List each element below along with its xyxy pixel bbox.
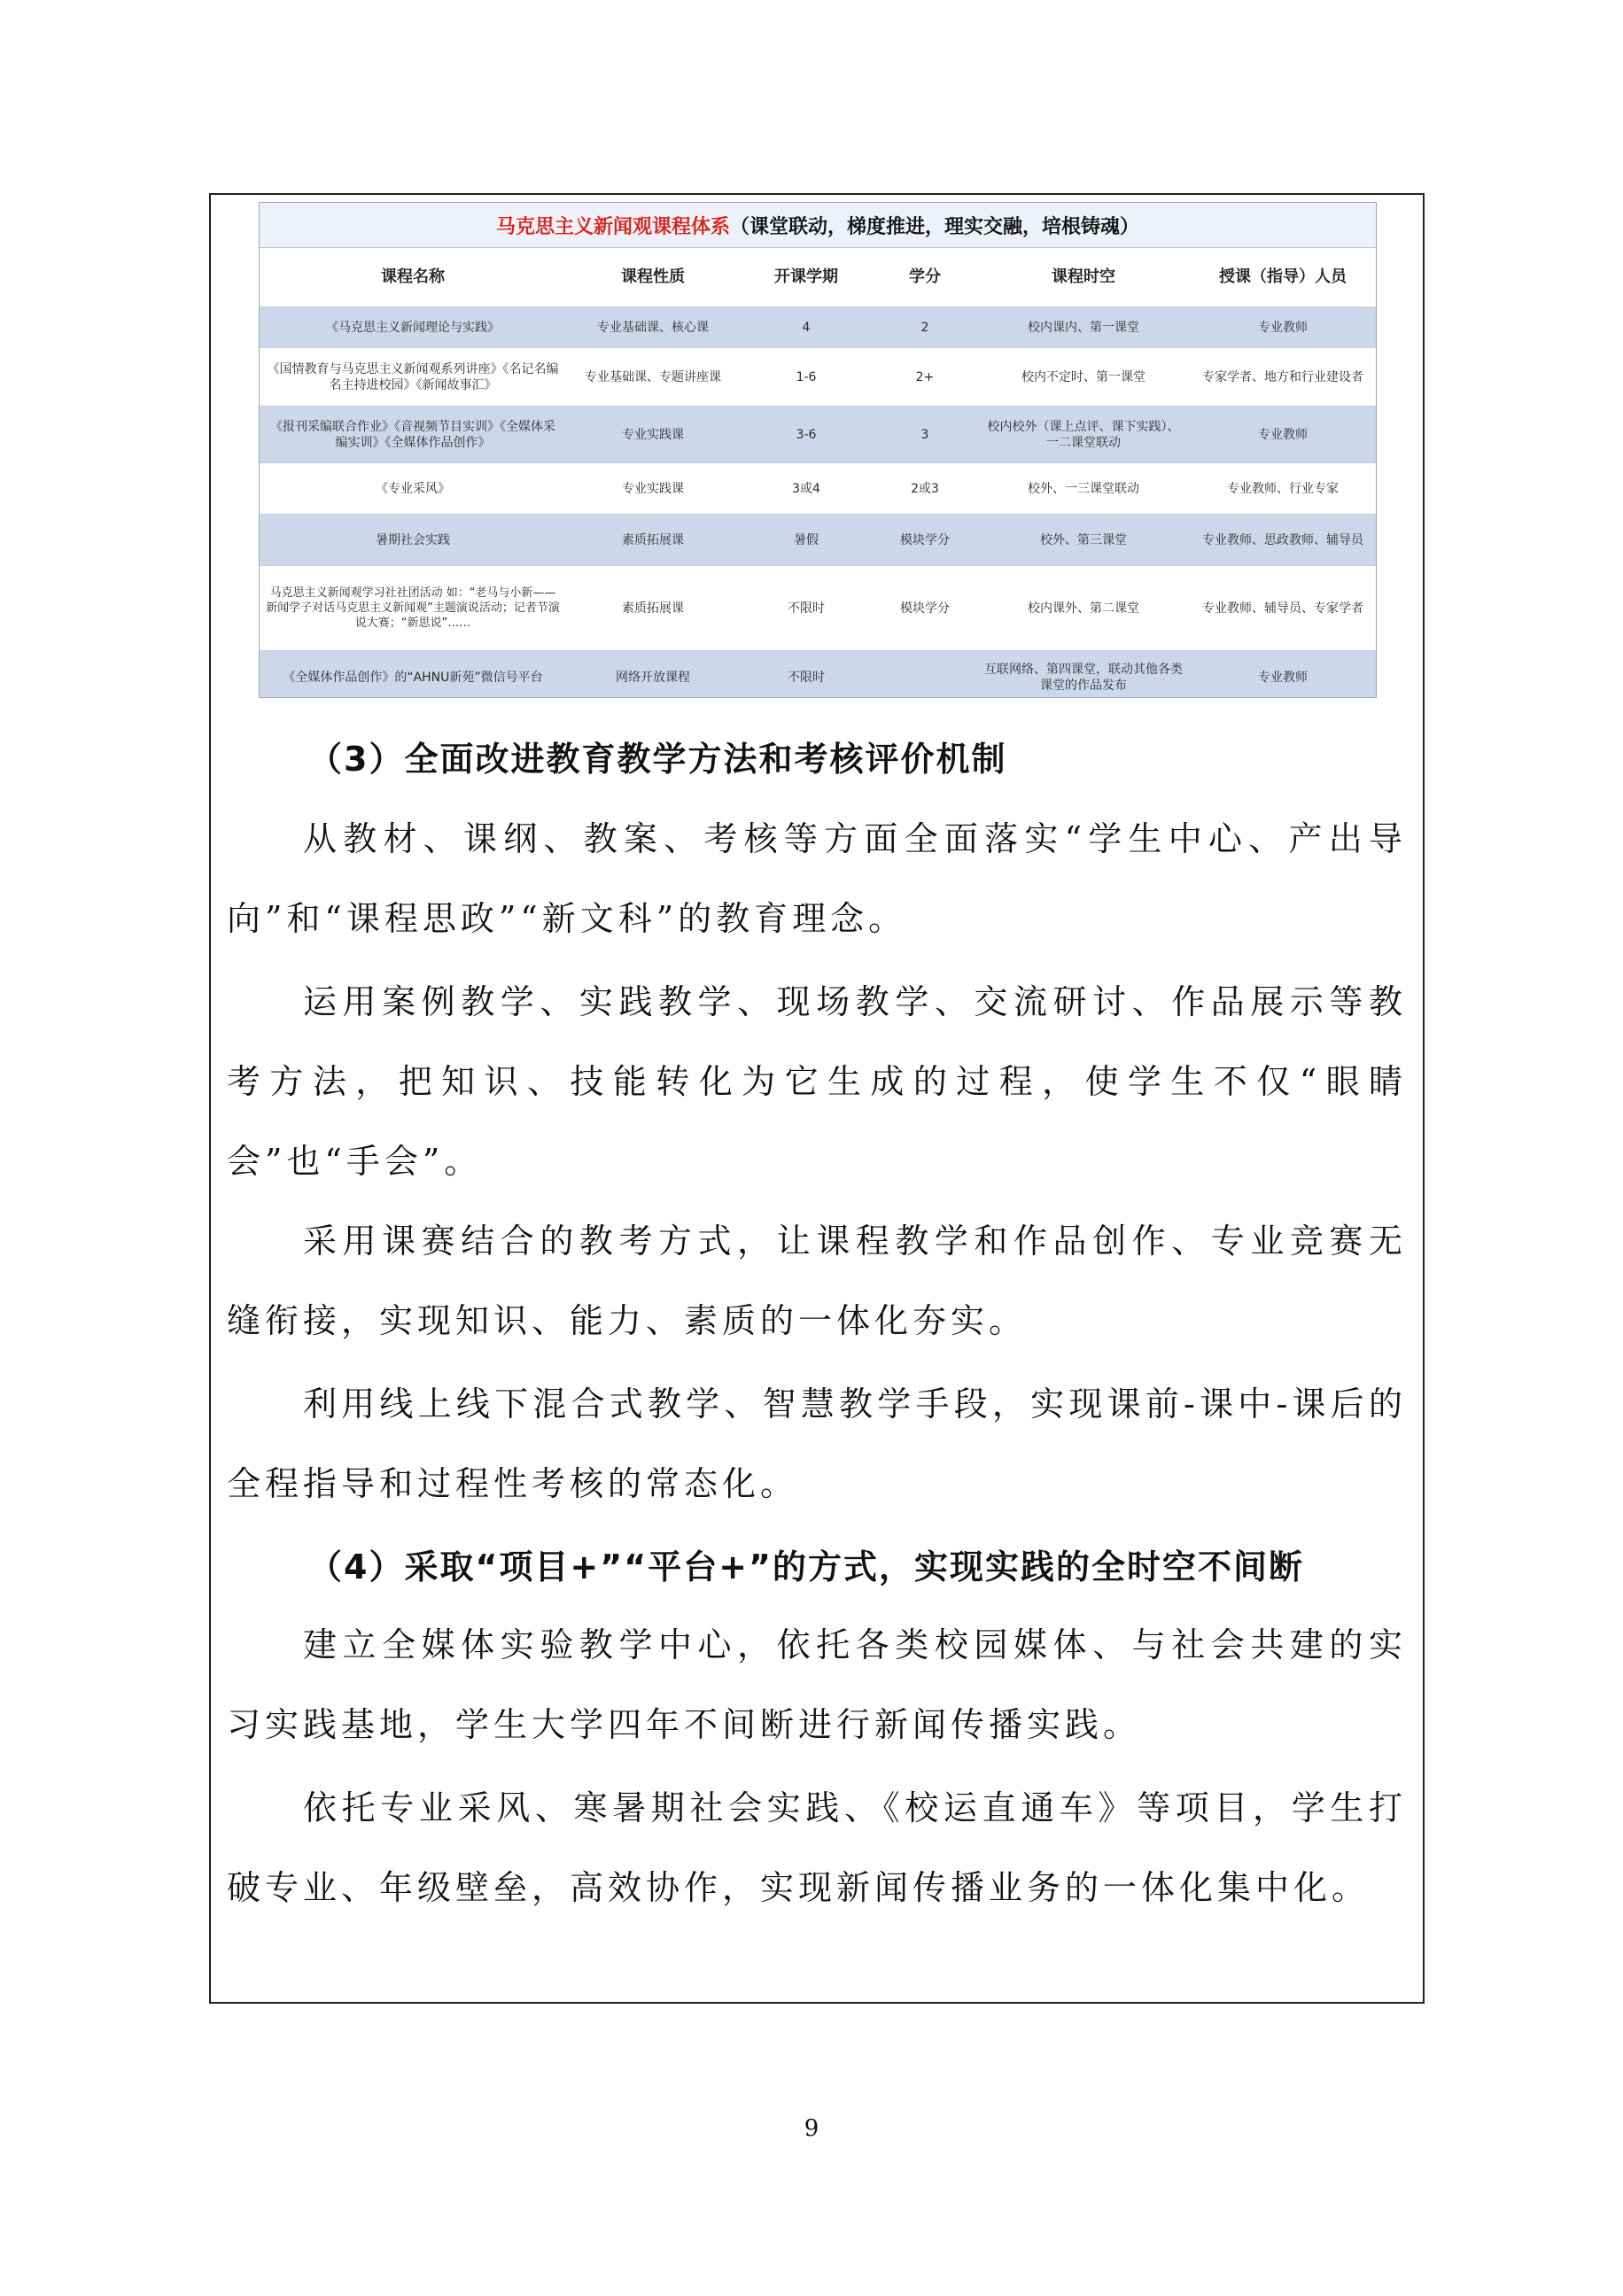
cell-course-type: 专业实践课 [566,463,740,515]
table-title-main: 马克思主义新闻观课程体系 [495,215,730,238]
table-row [260,348,1376,407]
cell-semester: 3-6 [740,407,873,463]
cell-course-name: 马克思主义新闻观学习社社团活动 如：“老马与小新——新闻学子对话马克思主义新闻观”主题演说活动；记者节演说大赛；“新思说”…… [260,566,566,651]
table-title [260,203,1376,248]
cell-instructors: 专家学者、地方和行业建设者 [1190,348,1376,407]
cell-course-name: 暑期社会实践 [260,515,566,566]
cell-semester: 暑假 [740,515,873,566]
cell-semester: 3或4 [740,463,873,515]
cell-instructors: 专业教师、行业专家 [1190,463,1376,515]
cell-course-type: 专业实践课 [566,407,740,463]
paragraph: 运用案例教学、实践教学、现场教学、交流研讨、作品展示等教考方法，把知识、技能转化为它生成的过程，使学生不仅“眼睛会”也“手会”。 [227,982,1407,1181]
cell-semester: 4 [740,307,873,348]
cell-credits [873,651,977,699]
cell-semester: 1-6 [740,348,873,407]
paragraph: 依托专业采风、寒暑期社会实践、《校运直通车》等项目，学生打破专业、年级壁垒，高效协作，实现新闻传播业务的一体化集中化。 [227,1788,1407,1907]
cell-course-type: 素质拓展课 [566,566,740,651]
cell-course-name: 《报刊采编联合作业》《音视频节目实训》《全媒体采编实训》《全媒体作品创作》 [260,407,566,463]
cell-time-space: 校外、一三课堂联动 [977,463,1190,515]
header-time-space: 课程时空 [977,248,1190,307]
cell-semester: 不限时 [740,651,873,699]
cell-credits: 模块学分 [873,566,977,651]
cell-credits: 3 [873,407,977,463]
cell-course-type: 网络开放课程 [566,651,740,699]
course-system-table-image [259,202,1377,698]
cell-credits: 2或3 [873,463,977,515]
cell-instructors: 专业教师、思政教师、辅导员 [1190,515,1376,566]
paragraph: 从教材、课纲、教案、考核等方面全面落实“学生中心、产出导向”和“课程思政”“新文科”的教育理念。 [227,819,1407,938]
table-row [260,407,1376,463]
table-row [260,651,1376,699]
cell-instructors: 专业教师 [1190,307,1376,348]
cell-course-type: 专业基础课、核心课 [566,307,740,348]
cell-instructors: 专业教师 [1190,651,1376,699]
page-number: 9 [804,2115,819,2142]
header-semester: 开课学期 [740,248,873,307]
header-instructors: 授课（指导）人员 [1190,248,1376,307]
cell-credits: 2 [873,307,977,348]
header-course-name: 课程名称 [260,248,566,307]
cell-semester: 不限时 [740,566,873,651]
cell-time-space: 校内课外、第二课堂 [977,566,1190,651]
course-table [260,248,1376,698]
cell-course-type: 专业基础课、专题讲座课 [566,348,740,407]
cell-course-type: 素质拓展课 [566,515,740,566]
table-row [260,307,1376,348]
cell-course-name: 《马克思主义新闻理论与实践》 [260,307,566,348]
cell-time-space: 校内校外（课上点评、课下实践）、一二课堂联动 [977,407,1190,463]
table-header-row [260,248,1376,307]
paragraph: 建立全媒体实验教学中心，依托各类校园媒体、与社会共建的实习实践基地，学生大学四年不间断进行新闻传播实践。 [227,1625,1407,1744]
cell-instructors: 专业教师、辅导员、专家学者 [1190,566,1376,651]
cell-time-space: 互联网络、第四课堂，联动其他各类课堂的作品发布 [977,651,1190,699]
cell-time-space: 校内课内、第一课堂 [977,307,1190,348]
table-row [260,566,1376,651]
paragraph: 采用课赛结合的教考方式，让课程教学和作品创作、专业竞赛无缝衔接，实现知识、能力、素质的一体化夯实。 [227,1222,1407,1340]
cell-time-space: 校外、第三课堂 [977,515,1190,566]
cell-credits: 2+ [873,348,977,407]
cell-time-space: 校内不定时、第一课堂 [977,348,1190,407]
header-credits: 学分 [873,248,977,307]
cell-course-name: 《全媒体作品创作》的“AHNU新苑”微信号平台 [260,651,566,699]
table-row [260,515,1376,566]
cell-credits: 模块学分 [873,515,977,566]
cell-instructors: 专业教师 [1190,407,1376,463]
table-title-subtitle: （课堂联动，梯度推进，理实交融，培根铸魂） [730,215,1140,238]
header-course-type: 课程性质 [566,248,740,307]
table-row [260,463,1376,515]
paragraph: 利用线上线下混合式教学、智慧教学手段，实现课前-课中-课后的全程指导和过程性考核的常态化。 [227,1385,1407,1503]
section-heading-3: （3）全面改进教育教学方法和考核评价机制 [308,740,1007,779]
cell-course-name: 《国情教育与马克思主义新闻观系列讲座》《名记名编名主持进校园》《新闻故事汇》 [260,348,566,407]
section-heading-4: （4）采取“项目+”“平台+”的方式，实现实践的全时空不间断 [308,1547,1305,1586]
cell-course-name: 《专业采风》 [260,463,566,515]
